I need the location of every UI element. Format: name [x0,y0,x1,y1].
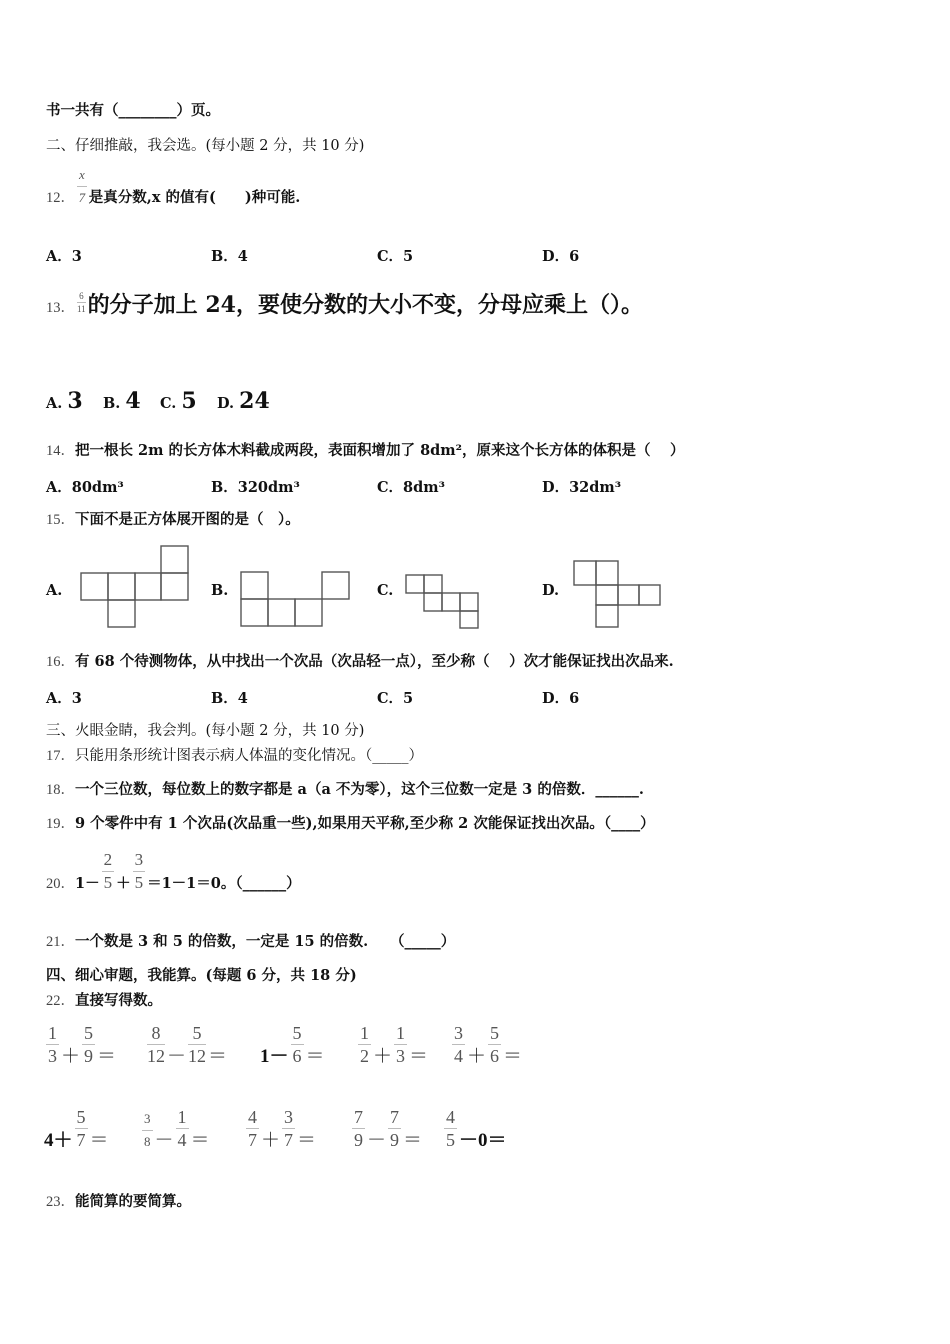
expression-part: 1－ [75,875,100,892]
question-number: 20． [46,876,75,892]
option-d[interactable]: D．6 [542,248,580,265]
denominator: 4 [454,1046,463,1066]
calculation-item [356,1022,428,1068]
numerator: 5 [188,1022,206,1045]
option-value: 5 [181,388,197,414]
fraction [188,1022,206,1067]
cube-net-c [406,575,478,628]
fraction [358,1022,371,1067]
question-19 [46,814,655,834]
question-number: 12． [46,190,75,206]
numerator: 1 [48,1023,57,1043]
denominator: 8 [144,1134,151,1149]
question-text: 把一根长 2m 的长方体木料截成两段，表面积增加了 8dm²，原来这个长方体的体积是（ ） [75,442,685,459]
question-16 [46,652,674,672]
calculation-item [260,1022,325,1068]
fraction [147,1022,165,1067]
question-text: 的分子加上 24，要使分数的大小不变，分母应乘上（）。 [87,292,643,318]
question-number: 18． [46,782,75,798]
question-17 [46,746,423,766]
section-4-heading: 四、细心审题，我能算。(每题 6 分，共 18 分) [46,967,357,984]
question-number: 23． [46,1194,75,1210]
option-value: 24 [239,388,270,414]
equals-sign: ＝ [297,1130,317,1151]
denominator: 4 [177,1130,187,1150]
calculation-item [140,1106,210,1153]
operator: ＋ [373,1046,393,1067]
option-c[interactable]: C．5 [377,690,414,707]
fraction [75,1106,88,1151]
fraction [352,1106,365,1151]
question-text: 9 个零件中有 1 个次品(次品重一些),如果用天平称,至少称 2 次能保证找出次品。（____） [75,815,655,832]
option-c[interactable]: C．5 [377,248,414,265]
fraction [452,1022,465,1067]
denominator: 7 [76,1130,86,1150]
calculation-item [442,1106,507,1152]
question-number: 21． [46,934,75,950]
fraction [444,1106,457,1151]
question-text: 有 68 个待测物体，从中找出一个次品（次品轻一点），至少称（ ）次才能保证找出次品来. [75,653,674,670]
equals-sign: ＝ [403,1130,423,1151]
operator: － [154,1130,174,1151]
equals-sign: ＝ [305,1046,325,1067]
numerator: 7 [390,1107,400,1127]
numerator: 8 [147,1022,165,1045]
question-number: 15． [46,512,75,528]
numerator: 4 [248,1107,257,1127]
equals-sign: ＝ [409,1046,429,1067]
option-letter: A. [46,395,63,412]
question-number: 16． [46,654,75,670]
denominator: 11 [77,304,86,314]
question-18 [46,780,644,800]
question-number: 19． [46,816,75,832]
denominator: 5 [446,1130,455,1150]
question-text: 直接写得数。 [75,992,162,1009]
numerator: 6 [77,290,86,303]
numerator: 5 [490,1023,500,1043]
option-letter: B. [103,395,121,412]
denominator: 5 [103,873,113,892]
option-b[interactable]: B. [211,582,229,599]
fraction [394,1022,407,1067]
denominator: 9 [84,1046,94,1066]
fraction [46,1022,59,1067]
fraction [488,1022,501,1067]
option-a[interactable]: A．80dm³ [46,479,124,496]
numerator: 3 [454,1023,463,1043]
question-text: 是真分数,x 的值有( )种可能. [88,189,301,206]
option-a[interactable]: A．3 [46,690,82,707]
calculation-item [450,1022,522,1068]
equals-sign: ＝ [190,1130,210,1151]
fraction [82,1022,95,1067]
cube-net-a [81,546,188,627]
expression-part: 1－ [260,1046,289,1067]
operator: ＋ [116,875,131,892]
expression-part: ＝1－1＝0。（______） [147,875,301,892]
question-text: 下面不是正方体展开图的是（ ）。 [75,511,300,528]
fraction [176,1106,189,1151]
numerator: 3 [133,849,146,872]
question-text: 能简算的要简算。 [75,1193,191,1210]
numerator: 1 [177,1107,187,1127]
cube-net-d [574,561,660,627]
numerator: 3 [284,1107,294,1127]
question-number: 13． [46,300,75,316]
question-21 [46,932,455,952]
numerator: 4 [446,1107,455,1127]
denominator: 12 [147,1046,165,1066]
numerator: 5 [76,1107,86,1127]
denominator: 3 [48,1046,57,1066]
question-number: 14． [46,443,75,459]
operator: ＋ [261,1130,281,1151]
option-b[interactable]: B．4 [211,690,248,707]
question-text: 只能用条形统计图表示病人体温的变化情况。（_____） [75,748,423,764]
option-d[interactable]: D. [542,582,560,599]
numerator: x [77,164,87,187]
calculation-item [44,1022,116,1068]
numerator: 3 [142,1108,153,1131]
fraction [246,1106,259,1151]
fraction [142,1108,153,1153]
option-b[interactable]: B．4 [211,248,248,265]
calculation-item [145,1022,227,1068]
operator: － [167,1046,187,1067]
fraction [102,849,115,894]
question-text: 一个数是 3 和 5 的倍数，一定是 15 的倍数. （_____） [75,933,456,950]
expression-part: 4＋ [44,1130,73,1151]
numerator: 5 [84,1023,94,1043]
question-number: 22． [46,993,75,1009]
numerator: 1 [360,1023,369,1043]
denominator: 7 [248,1130,257,1150]
denominator: 6 [490,1046,500,1066]
question-23 [46,1192,191,1212]
option-d[interactable]: D．32dm³ [542,479,622,496]
section-2-heading: 二、仔细推敲，我会选。(每小题 2 分，共 10 分) [46,138,365,154]
question-20 [46,849,301,894]
question-text: 一个三位数，每位数上的数字都是 a（a 不为零），这个三位数一定是 3 的倍数．______. [75,781,644,798]
denominator: 7 [78,190,86,205]
operator: ＋ [467,1046,487,1067]
calculation-item [44,1106,109,1152]
operator: － [367,1130,387,1151]
expression-part: －0＝ [459,1130,507,1151]
equals-sign: ＝ [97,1046,117,1067]
option-d[interactable]: D．6 [542,690,580,707]
question-number: 17． [46,748,75,764]
section-3-heading: 三、火眼金睛，我会判。(每小题 2 分，共 10 分) [46,723,365,739]
cube-net-b [241,572,349,626]
operator: ＋ [61,1046,81,1067]
option-value: 4 [125,388,141,414]
option-c[interactable]: C. [377,582,394,599]
denominator: 3 [396,1046,406,1066]
equals-sign: ＝ [89,1130,109,1151]
fraction [282,1106,295,1151]
denominator: 9 [354,1130,363,1150]
fraction [133,849,146,894]
option-c[interactable]: C．8dm³ [377,479,445,496]
denominator: 2 [360,1046,369,1066]
denominator: 9 [390,1130,400,1150]
calculation-item [350,1106,422,1152]
numerator: 2 [102,849,115,872]
question-22 [46,991,162,1011]
option-value: 3 [67,388,83,414]
equals-sign: ＝ [503,1046,523,1067]
option-a[interactable]: A. [46,582,63,599]
numerator: 7 [354,1107,363,1127]
denominator: 6 [292,1046,302,1066]
option-letter: D. [217,395,235,412]
numerator: 1 [396,1023,406,1043]
option-a[interactable]: A．3 [46,248,82,265]
fraction [388,1106,401,1151]
option-letter: C. [160,395,177,412]
option-b[interactable]: B．320dm³ [211,479,300,496]
fraction [291,1022,304,1067]
denominator: 7 [284,1130,294,1150]
denominator: 5 [134,873,144,892]
calculation-item [244,1106,316,1152]
q11-tail: 书一共有（________）页。 [46,102,220,119]
denominator: 12 [188,1046,207,1066]
equals-sign: ＝ [208,1046,228,1067]
numerator: 5 [292,1023,302,1043]
